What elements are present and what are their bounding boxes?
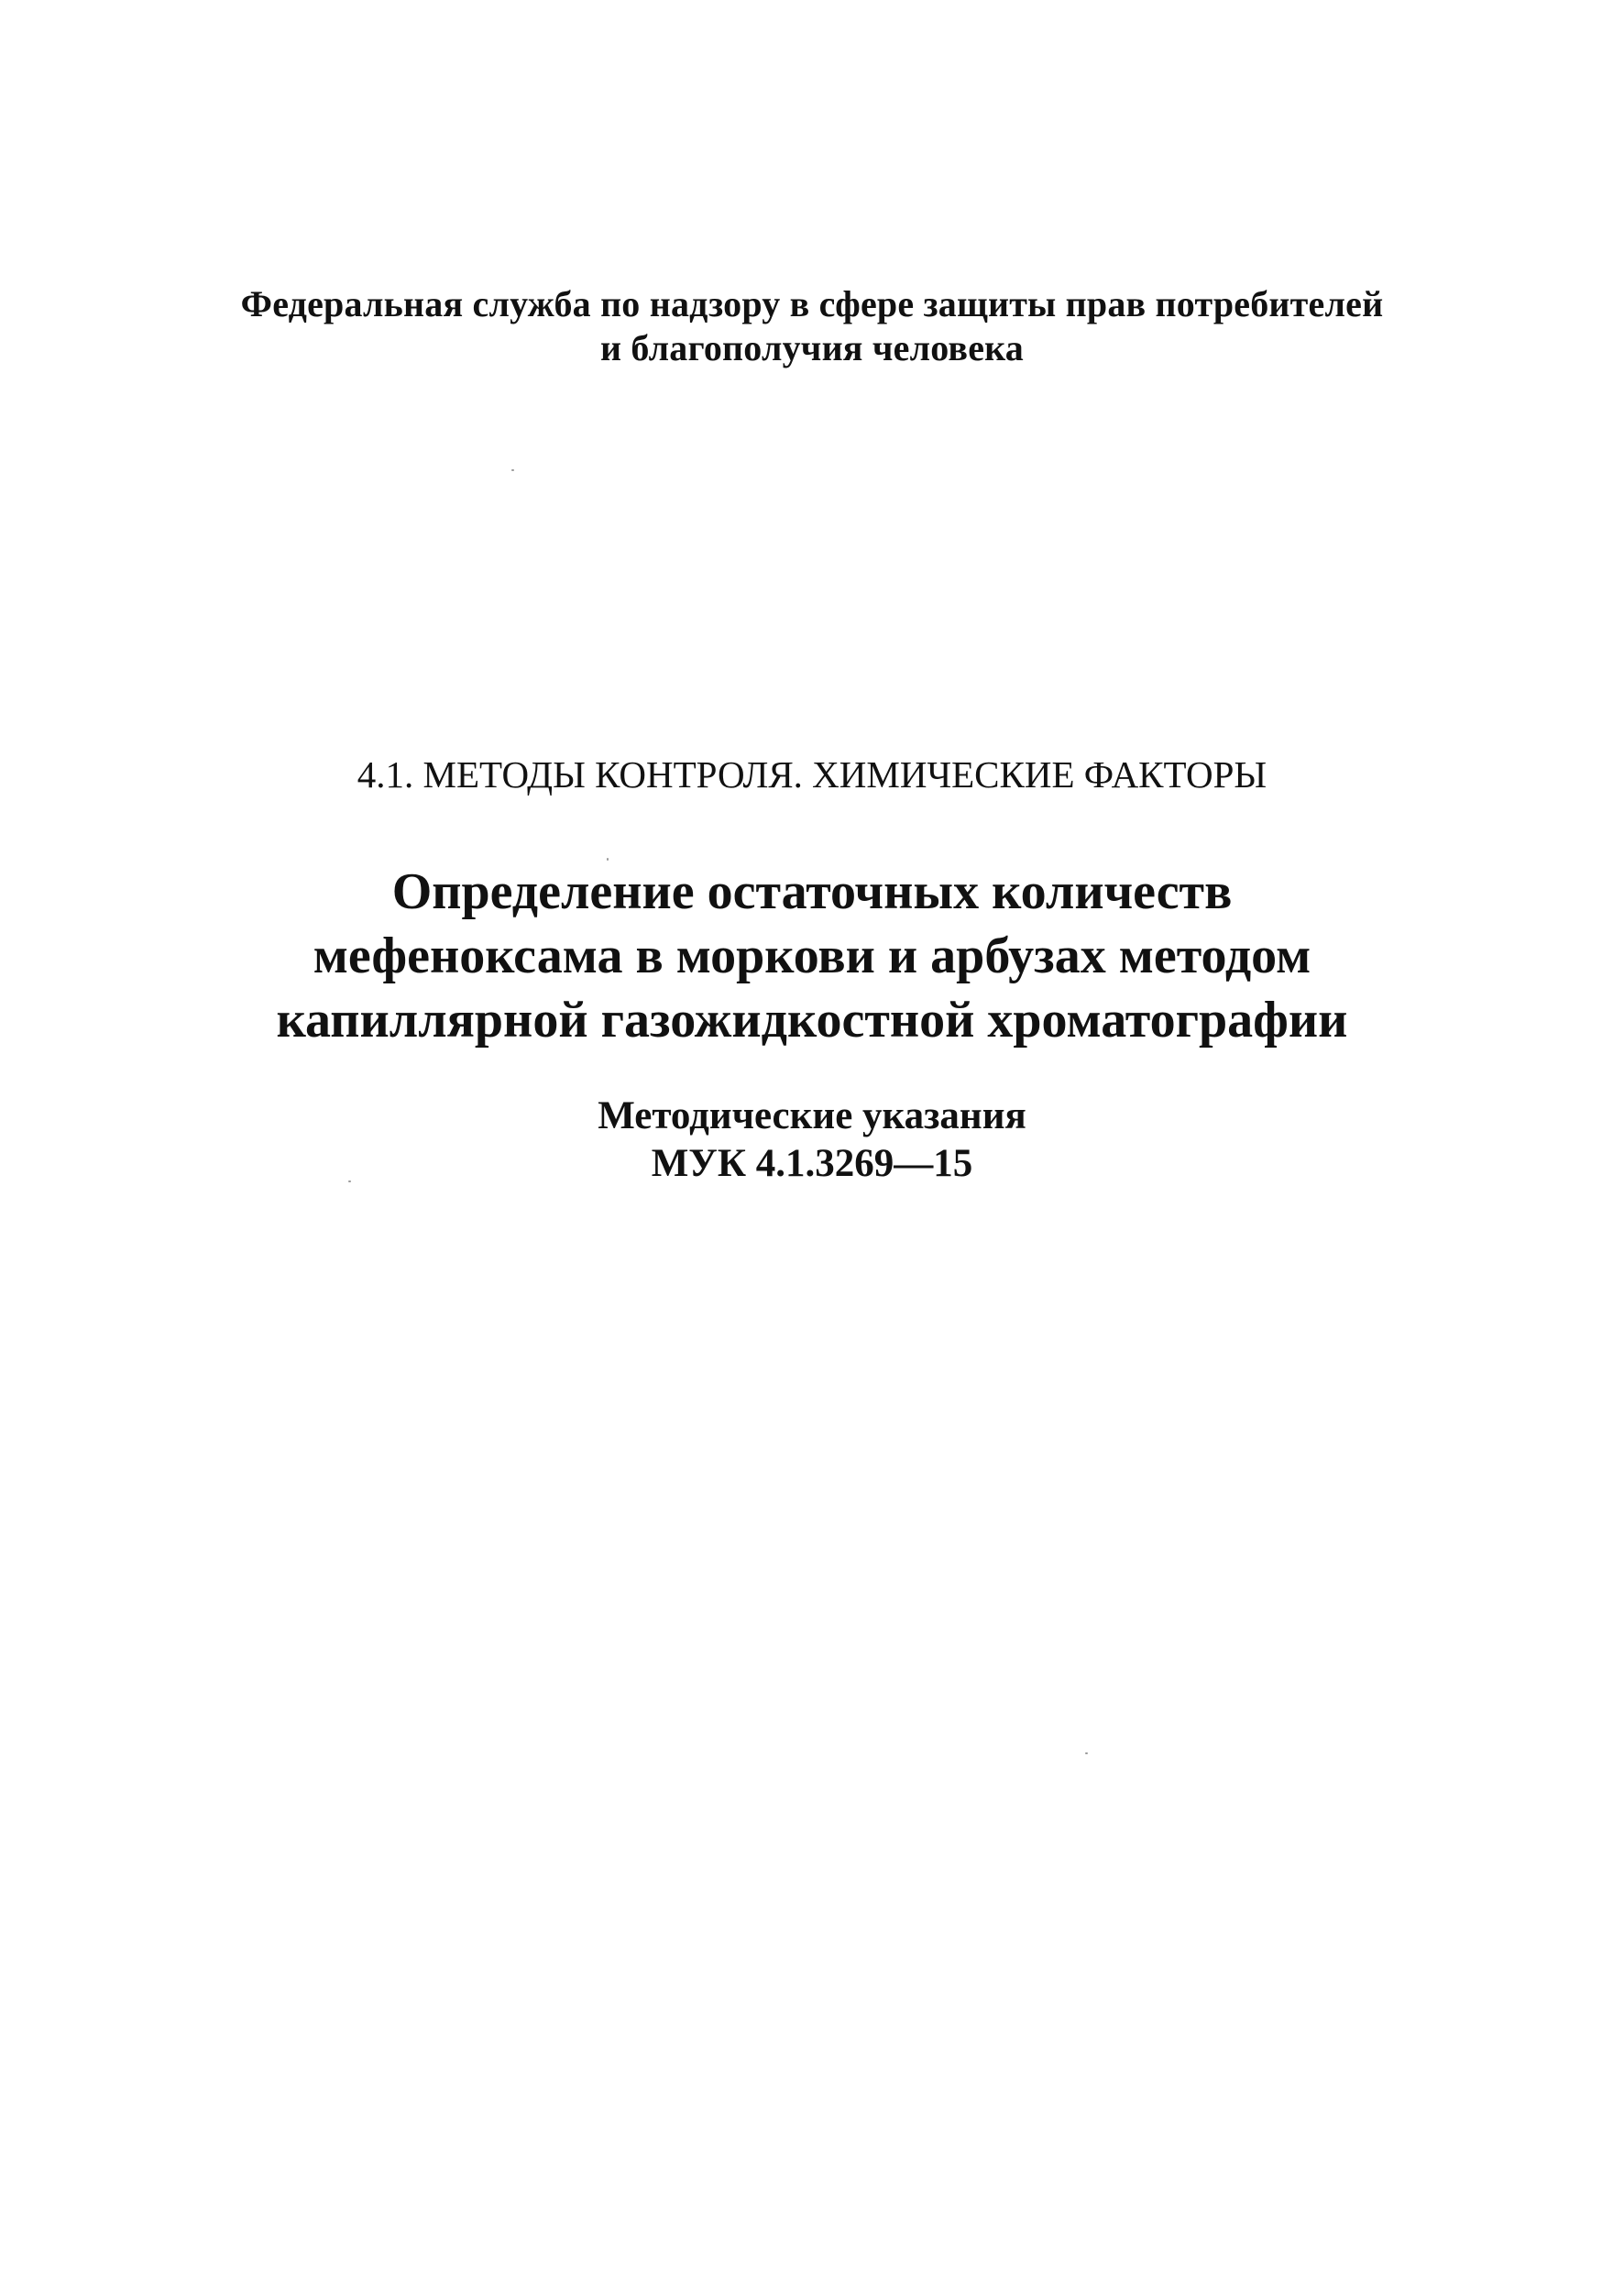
scan-speck [511,469,514,471]
scan-speck [1085,1752,1088,1754]
title-line-2: мефеноксама в моркови и арбузах методом [313,928,1311,984]
section-heading: 4.1. МЕТОДЫ КОНТРОЛЯ. ХИМИЧЕСКИЕ ФАКТОРЫ [357,753,1267,796]
agency-line-1: Федеральная служба по надзору в сфере защиты прав потребителей [240,283,1384,324]
document-type-label: Методические указания [598,1094,1026,1137]
document-type [0,1093,1624,1188]
title-line-3: капиллярной газожидкостной хроматографии [276,992,1348,1049]
agency-header [0,282,1624,370]
title-line-1: Определение остаточных количеств [391,863,1233,920]
document-title [0,860,1624,1052]
scan-speck [348,1180,351,1182]
document-code: МУК 4.1.3269—15 [651,1142,973,1185]
scan-speck [607,858,609,861]
agency-line-2: и благополучия человека [599,327,1025,368]
